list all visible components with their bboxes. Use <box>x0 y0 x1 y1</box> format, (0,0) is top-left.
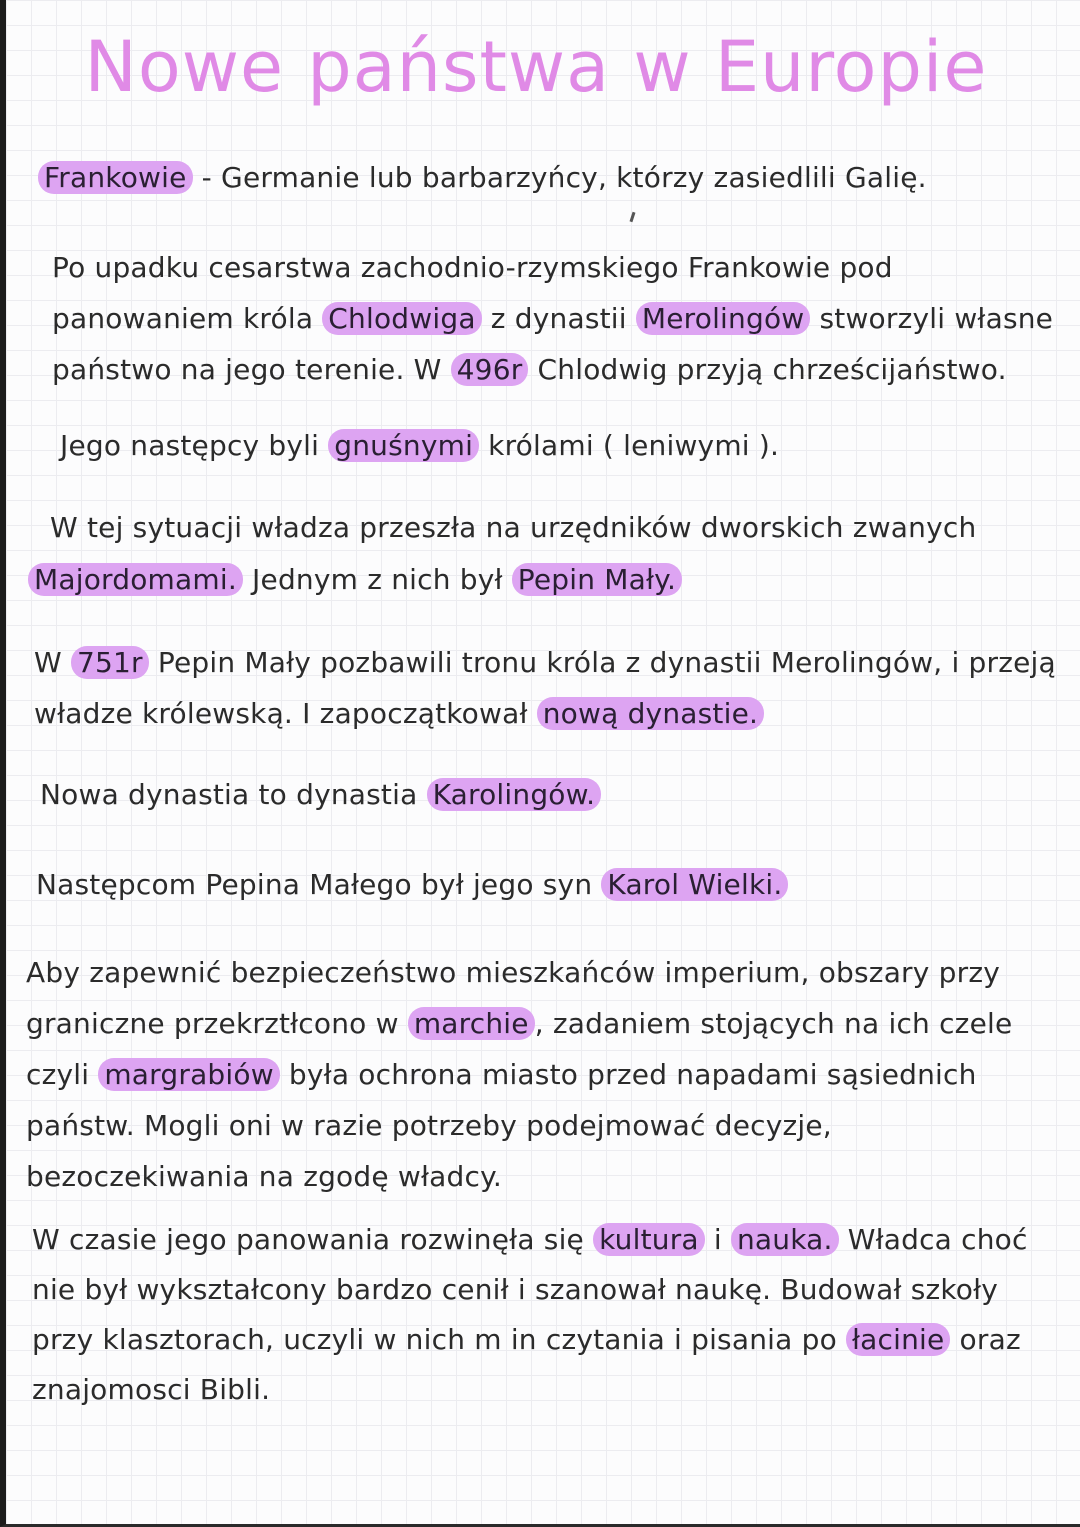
text: Pepin Mały pozbawili tronu króla z dynastii Merolingów, i przeją <box>148 646 1056 679</box>
text: W <box>34 646 71 679</box>
text: władze królewską. I zapoczątkował <box>34 697 537 730</box>
text: Jego następcy byli <box>60 429 329 462</box>
highlight-pepin-maly: Pepin Mały. <box>512 563 682 596</box>
text: była ochrona miasto przed napadami sąsiednich <box>279 1058 977 1091</box>
highlight-frankowie: Frankowie <box>38 161 193 194</box>
highlight-karol-wielki: Karol Wielki. <box>601 868 788 901</box>
paragraph-751-line-1 <box>34 643 1056 683</box>
paragraph-karol-wielki <box>36 865 788 905</box>
text: czyli <box>26 1058 99 1091</box>
text: państwo na jego terenie. W <box>52 353 451 386</box>
highlight-chlodwiga: Chlodwiga <box>322 302 481 335</box>
paragraph-majordomi-line-2 <box>28 560 682 600</box>
paragraph-frankowie <box>38 158 927 198</box>
paragraph-marchie-line-2 <box>26 1004 1012 1044</box>
paragraph-marchie-line-4 <box>26 1106 832 1146</box>
paragraph-chlodwig-line-1 <box>52 248 893 288</box>
text: Chlodwig przyją chrześcijaństwo. <box>528 353 1007 386</box>
text: W tej sytuacji władza przeszła na urzędników dworskich zwanych <box>50 511 977 544</box>
highlight-marchie: marchie <box>408 1007 535 1040</box>
paragraph-nastepcy <box>60 426 779 466</box>
text: stworzyli własne <box>810 302 1054 335</box>
paragraph-kultura-line-1 <box>32 1220 1028 1260</box>
page-title: Nowe państwa w Europie <box>84 26 988 108</box>
text: Po upadku cesarstwa zachodnio-rzymskiego Frankowie pod <box>52 251 893 284</box>
paragraph-751-line-2 <box>34 694 764 734</box>
paragraph-chlodwig-line-3 <box>52 350 1007 390</box>
text: bezoczekiwania na zgodę władcy. <box>26 1160 502 1193</box>
text: Jednym z nich był <box>242 563 512 596</box>
paragraph-kultura-line-3 <box>32 1320 1021 1360</box>
stray-mark <box>630 212 636 222</box>
highlight-nowa-dynastie: nową dynastie. <box>537 697 764 730</box>
text: , zadaniem stojących na ich czele <box>534 1007 1013 1040</box>
paragraph-kultura-line-4 <box>32 1370 270 1410</box>
text: i <box>704 1223 731 1256</box>
paragraph-marchie-line-5 <box>26 1157 502 1197</box>
text: Następcom Pepina Małego był jego syn <box>36 868 602 901</box>
highlight-lacinie: łacinie <box>846 1323 950 1356</box>
highlight-751r: 751r <box>71 646 149 679</box>
text: W czasie jego panowania rozwinęła się <box>32 1223 594 1256</box>
highlight-496r: 496r <box>451 353 529 386</box>
highlight-gnusnymi: gnuśnymi <box>328 429 479 462</box>
highlight-nauka: nauka. <box>731 1223 839 1256</box>
text: Aby zapewnić bezpieczeństwo mieszkańców imperium, obszary przy <box>26 956 1000 989</box>
paragraph-marchie-line-1 <box>26 953 1000 993</box>
paragraph-karolingow <box>40 775 601 815</box>
text: nie był wykształcony bardzo cenił i szanował naukę. Budował szkoły <box>32 1273 999 1306</box>
paragraph-kultura-line-2 <box>32 1270 998 1310</box>
highlight-merolingow: Merolingów <box>636 302 811 335</box>
paragraph-chlodwig-line-2 <box>52 299 1053 339</box>
highlight-karolingow: Karolingów. <box>427 778 602 811</box>
text: z dynastii <box>481 302 636 335</box>
text: królami ( leniwymi ). <box>479 429 780 462</box>
text: Nowa dynastia to dynastia <box>40 778 427 811</box>
highlight-kultura: kultura <box>593 1223 705 1256</box>
highlight-margrabiow: margrabiów <box>98 1058 279 1091</box>
text: przy klasztorach, uczyli w nich m in czytania i pisania po <box>32 1323 846 1356</box>
paragraph-majordomi-line-1 <box>50 508 976 548</box>
text: - Germanie lub barbarzyńcy, którzy zasiedlili Galię. <box>192 161 927 194</box>
text: znajomosci Bibli. <box>32 1373 271 1406</box>
text: Władca choć <box>838 1223 1028 1256</box>
text: panowaniem króla <box>52 302 323 335</box>
text: państw. Mogli oni w razie potrzeby podejmować decyzje, <box>26 1109 832 1142</box>
text: oraz <box>950 1323 1021 1356</box>
paragraph-marchie-line-3 <box>26 1055 977 1095</box>
text: graniczne przekrztłcono w <box>26 1007 408 1040</box>
highlight-majordomami: Majordomami. <box>28 563 243 596</box>
